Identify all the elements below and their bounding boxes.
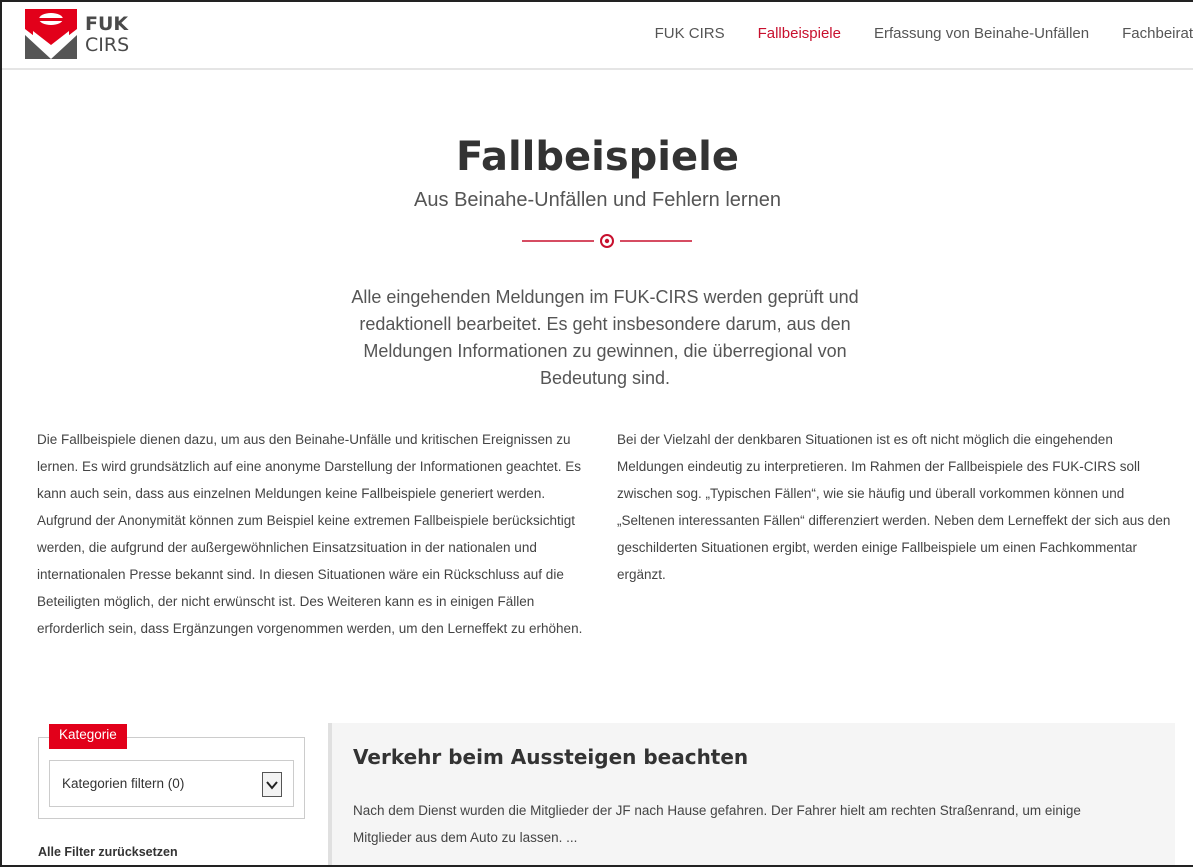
page-subtitle: Aus Beinahe-Unfällen und Fehlern lernen: [414, 189, 781, 211]
case-card[interactable]: [328, 723, 1175, 867]
page-title: Fallbeispiele: [456, 134, 739, 180]
category-select[interactable]: [49, 760, 294, 807]
case-card-title[interactable]: Verkehr beim Aussteigen beachten: [353, 745, 749, 769]
text-column-right: Bei der Vielzahl der denkbaren Situationen ist es oft nicht möglich die eingehenden Meldungen eindeutig zu interpretieren. Im Rahmen der Fallbeispiele des FUK-CIRS soll zwischen sog. „Typischen Fällen“, wie sie häufig und überall vorkommen können und „Seltenen interessanten Fällen“ differenziert werden. Neben dem Lerneffekt der sich aus den geschilderten Situationen ergibt, werden einige Fallbeispiele um einen Fachkommentar ergänzt.: [617, 432, 1171, 582]
text-column-left: Die Fallbeispiele dienen dazu, um aus den Beinahe-Unfälle und kritischen Ereignissen zu lernen. Es wird grundsätzlich auf eine anonyme Darstellung der Informationen geachtet. Es kann auch sein, dass aus einzelnen Meldungen keine Fallbeispiele generiert werden. Aufgrund der Anonymität können zum Beispiel keine extremen Fallbeispiele berücksichtigt werden, die aufgrund der außergewöhnlichen Einsatzsituation in der nationalen und internationalen Presse bekannt sind. In diesen Situationen wäre ein Rückschluss auf die Beteiligten möglich, der nicht erwünscht ist. Des Weiteren kann es in einigen Fällen erforderlich sein, dass Ergänzungen vorgenommen werden, um den Lerneffekt zu erhöhen.: [37, 432, 583, 636]
nav-item-fuk-cirs[interactable]: FUK CIRS: [654, 25, 725, 42]
category-filter-label: Kategorie: [49, 724, 127, 749]
logo-icon: [25, 9, 77, 59]
site-header: [2, 2, 1193, 70]
category-select-value: Kategorien filtern (0): [62, 776, 185, 791]
logo-text-fuk: FUK: [85, 13, 129, 35]
chevron-down-icon[interactable]: [262, 772, 282, 797]
divider-icon: [522, 232, 692, 250]
main-nav: [622, 25, 1193, 42]
reset-filters-link[interactable]: Alle Filter zurücksetzen: [38, 845, 178, 859]
nav-item-erfassung[interactable]: Erfassung von Beinahe-Unfällen: [873, 25, 1090, 42]
logo-text-cirs: CIRS: [85, 34, 130, 56]
logo[interactable]: [25, 9, 135, 61]
nav-item-fachbeirat[interactable]: Fachbeirat: [1122, 25, 1193, 42]
nav-item-fallbeispiele[interactable]: Fallbeispiele: [757, 25, 841, 42]
case-card-excerpt: Nach dem Dienst wurden die Mitglieder der JF nach Hause gefahren. Der Fahrer hielt am rechten Straßenrand, um einige Mitglieder aus dem Auto zu lassen. ...: [353, 803, 1081, 845]
intro-text: Alle eingehenden Meldungen im FUK-CIRS werden geprüft und redaktionell bearbeitet. Es geht insbesondere darum, aus den Meldungen Informationen zu gewinnen, die überregional von Bedeutung sind.: [351, 287, 859, 388]
